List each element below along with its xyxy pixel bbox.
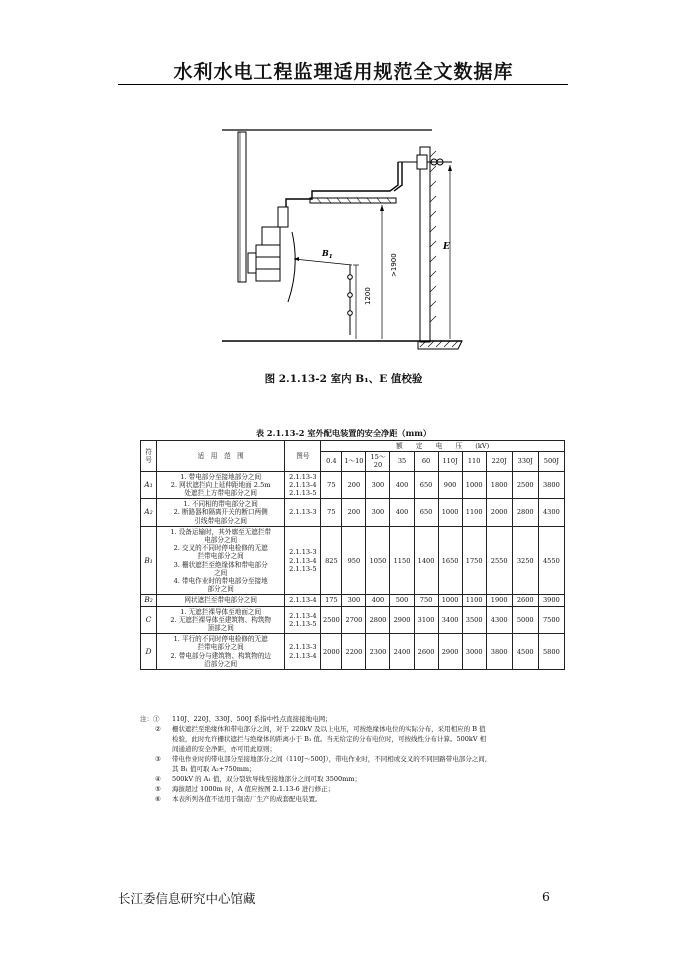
row-scope bbox=[157, 634, 285, 670]
note-marker: ⑥ bbox=[155, 795, 161, 803]
table-notes bbox=[140, 714, 575, 804]
scope-line: 部分之间 bbox=[207, 585, 234, 594]
clearance-value: 2400 bbox=[390, 634, 414, 670]
col-header-voltage: 60 bbox=[414, 452, 438, 471]
scope-line: 1. 平行的不同时停电检修的无遮 bbox=[173, 635, 268, 644]
col-header-voltage: 35 bbox=[390, 452, 414, 471]
note-line bbox=[155, 784, 575, 794]
diagram-ref: 2.1.13-3 bbox=[289, 643, 317, 652]
clearance-value: 2000 bbox=[321, 634, 342, 670]
clearance-value: 825 bbox=[321, 526, 342, 595]
note-text: 海拔超过 1000m 时，A 值应按图 2.1.13-6 进行修正； bbox=[172, 785, 335, 793]
clearance-value: 500 bbox=[390, 595, 414, 606]
clearance-value: 2300 bbox=[366, 634, 390, 670]
barrier-curve bbox=[288, 232, 295, 302]
clearance-value: 3000 bbox=[462, 634, 486, 670]
clearance-value: 2600 bbox=[512, 595, 538, 606]
row-scope bbox=[157, 606, 285, 634]
clearance-value: 1750 bbox=[462, 526, 486, 595]
clearance-value: 2900 bbox=[390, 606, 414, 634]
left-wall bbox=[238, 132, 246, 282]
diagram-ref: 2.1.13-5 bbox=[289, 564, 317, 573]
col-header-voltage: 1～10 bbox=[342, 452, 366, 471]
right-wall bbox=[420, 147, 430, 342]
scope-line: 3. 栅状遮拦至绝缘体和带电部分 bbox=[173, 560, 268, 569]
diagram-ref: 2.1.13-5 bbox=[289, 489, 317, 498]
row-diagrams bbox=[285, 471, 321, 499]
clearance-value: 650 bbox=[414, 471, 438, 499]
note-marker bbox=[155, 764, 172, 774]
clearance-value: 1900 bbox=[486, 595, 512, 606]
table-caption: 表 2.1.13-2 室外配电装置的安全净距（mm） bbox=[255, 428, 432, 438]
scope-line: 沿部分之间 bbox=[204, 659, 238, 668]
row-scope bbox=[157, 471, 285, 499]
note-marker bbox=[155, 744, 172, 754]
col-header-voltage: 330J bbox=[512, 452, 538, 471]
clearance-value: 2900 bbox=[438, 634, 462, 670]
scope-line: 1. 不同相的带电部分之间 bbox=[183, 500, 258, 509]
note-text: 带电作业时的带电部分至接地部分之间（110J～500J），带电作业时，不同相或交叉的不同回路带电部分之间， bbox=[172, 755, 492, 763]
col-header-voltage: 110 bbox=[462, 452, 486, 471]
clearance-value: 2800 bbox=[512, 499, 538, 527]
scope-line: 2. 带电部分与建筑物、构筑物的边 bbox=[170, 651, 272, 660]
note-marker: ⑤ bbox=[155, 785, 161, 793]
clearance-value: 2500 bbox=[321, 606, 342, 634]
scope-line: 拦带电部分之间 bbox=[197, 643, 244, 652]
diagram-ref: 2.1.13-3 bbox=[289, 508, 317, 517]
clearance-value: 4300 bbox=[538, 499, 564, 527]
clearance-value: 5800 bbox=[538, 634, 564, 670]
clearance-value: 75 bbox=[321, 471, 342, 499]
note-line bbox=[155, 734, 575, 744]
row-diagrams bbox=[285, 595, 321, 606]
support-bracket bbox=[310, 198, 396, 203]
col-header-scope: 适 用 范 围 bbox=[157, 441, 285, 472]
row-scope bbox=[157, 595, 285, 606]
scope-line: 2. 无遮拦裸导体至建筑物、构筑物 bbox=[170, 615, 272, 624]
note-text: 检验，此时允许栅状遮拦与绝缘体的距离小于 B₁ 值。当无给定的分布电位时，可按线性分布计算。500kV 相 bbox=[172, 735, 487, 743]
note-text: 其 B₁ 值可取 A₂+750mm； bbox=[172, 765, 256, 773]
diagram-ref: 2.1.13-3 bbox=[289, 548, 317, 557]
clearance-value: 2500 bbox=[512, 471, 538, 499]
scope-line: 处遮拦上方带电部分之间 bbox=[184, 489, 257, 498]
clearance-value: 1100 bbox=[462, 595, 486, 606]
clearance-value: 2800 bbox=[366, 606, 390, 634]
vertical-gauge bbox=[348, 265, 353, 335]
row-scope bbox=[157, 526, 285, 595]
clearance-value: 650 bbox=[414, 499, 438, 527]
clearance-value: 3250 bbox=[512, 526, 538, 595]
table-row bbox=[141, 634, 565, 670]
table-row bbox=[141, 595, 565, 606]
clearance-value: 2550 bbox=[486, 526, 512, 595]
diagram-ref: 2.1.13-4 bbox=[289, 556, 317, 565]
scope-line: 1. 带电部分至接地部分之间 bbox=[180, 472, 262, 481]
clearance-value: 1650 bbox=[438, 526, 462, 595]
scope-line: 电部分之间 bbox=[204, 536, 238, 545]
figure-caption: 图 2.1.13-2 室内 B₁、E 值校验 bbox=[264, 373, 423, 385]
clearance-value: 1000 bbox=[462, 471, 486, 499]
table-row bbox=[141, 606, 565, 634]
clearance-value: 2700 bbox=[342, 606, 366, 634]
note-line bbox=[155, 724, 575, 734]
col-header-voltage: 220J bbox=[486, 452, 512, 471]
note-text: 500kV 的 A₁ 值，双分裂软导线至接地部分之间可取 3500mm； bbox=[172, 775, 361, 783]
diagram-ref: 2.1.13-4 bbox=[289, 611, 317, 620]
clearance-value: 900 bbox=[438, 471, 462, 499]
clearance-value: 1000 bbox=[438, 499, 462, 527]
b1-label: $B_1$ bbox=[322, 248, 333, 260]
clearance-value: 950 bbox=[342, 526, 366, 595]
row-diagrams bbox=[285, 634, 321, 670]
clearance-value: 1150 bbox=[390, 526, 414, 595]
note-line bbox=[155, 774, 575, 784]
col-header-diagram: 图号 bbox=[285, 441, 321, 472]
clearance-value: 4500 bbox=[512, 634, 538, 670]
clearance-value: 2000 bbox=[486, 499, 512, 527]
clearance-value: 750 bbox=[414, 595, 438, 606]
col-header-voltage: 500J bbox=[538, 452, 564, 471]
scope-line: 1. 设备运输时，其外廓至无遮拦带 bbox=[170, 527, 272, 536]
clearance-value: 300 bbox=[366, 499, 390, 527]
clearance-value: 3900 bbox=[538, 595, 564, 606]
row-diagrams bbox=[285, 606, 321, 634]
diagram-ref: 2.1.13-4 bbox=[289, 596, 317, 605]
note-marker bbox=[155, 734, 172, 744]
note-line bbox=[155, 754, 575, 764]
note-text: 110J、220J、330J、500J 系指中性点直接接地电网； bbox=[172, 715, 332, 723]
dim-1900-label: >1900 bbox=[390, 253, 398, 277]
table-row bbox=[141, 526, 565, 595]
scope-line: 4. 带电作业时的带电部分至接地 bbox=[173, 577, 268, 586]
scope-line: 2. 交叉的不同时停电检修的无遮 bbox=[173, 544, 268, 553]
clearance-value: 3800 bbox=[486, 634, 512, 670]
clearance-value: 7500 bbox=[538, 606, 564, 634]
footer-library-name: 长江委信息研究中心馆藏 bbox=[118, 891, 256, 906]
clearance-value: 200 bbox=[342, 499, 366, 527]
note-line bbox=[155, 764, 575, 774]
note-text: 间通道的安全净距，亦可用此原则； bbox=[172, 745, 276, 753]
substation-clearance-figure bbox=[222, 127, 468, 363]
clearance-value: 1800 bbox=[486, 471, 512, 499]
note-line bbox=[140, 714, 575, 724]
clearance-value: 3800 bbox=[538, 471, 564, 499]
e-label: E bbox=[443, 242, 450, 252]
clearance-value: 2600 bbox=[414, 634, 438, 670]
note-line bbox=[155, 794, 575, 804]
scope-line: 2. 网状遮拦向上延伸距地面 2.5m bbox=[170, 480, 271, 489]
note-marker: ② bbox=[155, 725, 161, 733]
clearance-value: 400 bbox=[390, 471, 414, 499]
row-symbol: B₁ bbox=[141, 526, 157, 595]
clearance-value: 400 bbox=[390, 499, 414, 527]
diagram-ref: 2.1.13-4 bbox=[289, 651, 317, 660]
table-row bbox=[141, 471, 565, 499]
note-marker: ④ bbox=[155, 775, 161, 783]
note-line bbox=[155, 744, 575, 754]
clearance-value: 300 bbox=[342, 595, 366, 606]
clearance-value: 300 bbox=[366, 471, 390, 499]
diagram-ref: 2.1.13-5 bbox=[289, 619, 317, 628]
clearance-value: 3400 bbox=[438, 606, 462, 634]
clearance-value: 4550 bbox=[538, 526, 564, 595]
row-symbol: A₁ bbox=[141, 471, 157, 499]
dim-1200-label: 1200 bbox=[364, 287, 372, 305]
b1-dimension-line bbox=[294, 259, 352, 265]
page-header-title: 水利水电工程监理适用规范全文数据库 bbox=[173, 61, 514, 83]
switchgear-equipment bbox=[248, 207, 288, 281]
scope-line: 之间 bbox=[214, 568, 228, 577]
scope-line: 引线带电部分之间 bbox=[194, 516, 248, 525]
scope-line: 顶部之间 bbox=[207, 624, 234, 633]
col-header-voltage: 15～20 bbox=[366, 452, 390, 471]
row-diagrams bbox=[285, 526, 321, 595]
clearance-value: 3500 bbox=[462, 606, 486, 634]
wall-bushing bbox=[398, 155, 452, 169]
clearance-value: 1100 bbox=[462, 499, 486, 527]
note-text: 本表所列各值不适用于制造厂生产的成套配电装置。 bbox=[172, 795, 322, 803]
note-text: 栅状遮拦至绝缘体和带电部分之间，对于 220kV 及以上电压，可按绝缘体电位的实际分布，采用相应的 B 值 bbox=[172, 725, 486, 733]
scope-line: 拦带电部分之间 bbox=[197, 552, 244, 561]
diagram-ref: 2.1.13-3 bbox=[289, 472, 317, 481]
header-divider bbox=[118, 84, 568, 85]
note-marker: ③ bbox=[155, 755, 161, 763]
col-header-voltage: 110J bbox=[438, 452, 462, 471]
clearance-value: 200 bbox=[342, 471, 366, 499]
clearance-value: 400 bbox=[366, 595, 390, 606]
clearance-value: 5000 bbox=[512, 606, 538, 634]
scope-line: 2. 断路器和隔离开关的断口两侧 bbox=[173, 508, 268, 517]
col-header-voltage-group: 额 定 电 压 (kV) bbox=[321, 441, 565, 452]
note-marker: 注：① bbox=[140, 715, 160, 723]
row-symbol: C bbox=[141, 606, 157, 634]
row-symbol: B₂ bbox=[141, 595, 157, 606]
clearance-value: 175 bbox=[321, 595, 342, 606]
clearance-value: 75 bbox=[321, 499, 342, 527]
clearance-value: 3100 bbox=[414, 606, 438, 634]
busbar bbox=[286, 162, 402, 207]
col-header-voltage: 0.4 bbox=[321, 452, 342, 471]
clearance-value: 1000 bbox=[438, 595, 462, 606]
safety-clearance-table bbox=[140, 440, 565, 670]
clearance-value: 2200 bbox=[342, 634, 366, 670]
row-symbol: D bbox=[141, 634, 157, 670]
row-scope bbox=[157, 499, 285, 527]
clearance-value: 4300 bbox=[486, 606, 512, 634]
row-diagrams bbox=[285, 499, 321, 527]
scope-line: 1. 无遮拦裸导体至地面之间 bbox=[180, 607, 262, 616]
clearance-value: 1050 bbox=[366, 526, 390, 595]
row-symbol: A₂ bbox=[141, 499, 157, 527]
clearance-value: 1400 bbox=[414, 526, 438, 595]
scope-line: 网状遮拦至带电部分之间 bbox=[184, 596, 257, 605]
col-header-symbol: 符号 bbox=[141, 441, 157, 472]
page-number: 6 bbox=[542, 889, 550, 904]
diagram-ref: 2.1.13-4 bbox=[289, 480, 317, 489]
table-row bbox=[141, 499, 565, 527]
